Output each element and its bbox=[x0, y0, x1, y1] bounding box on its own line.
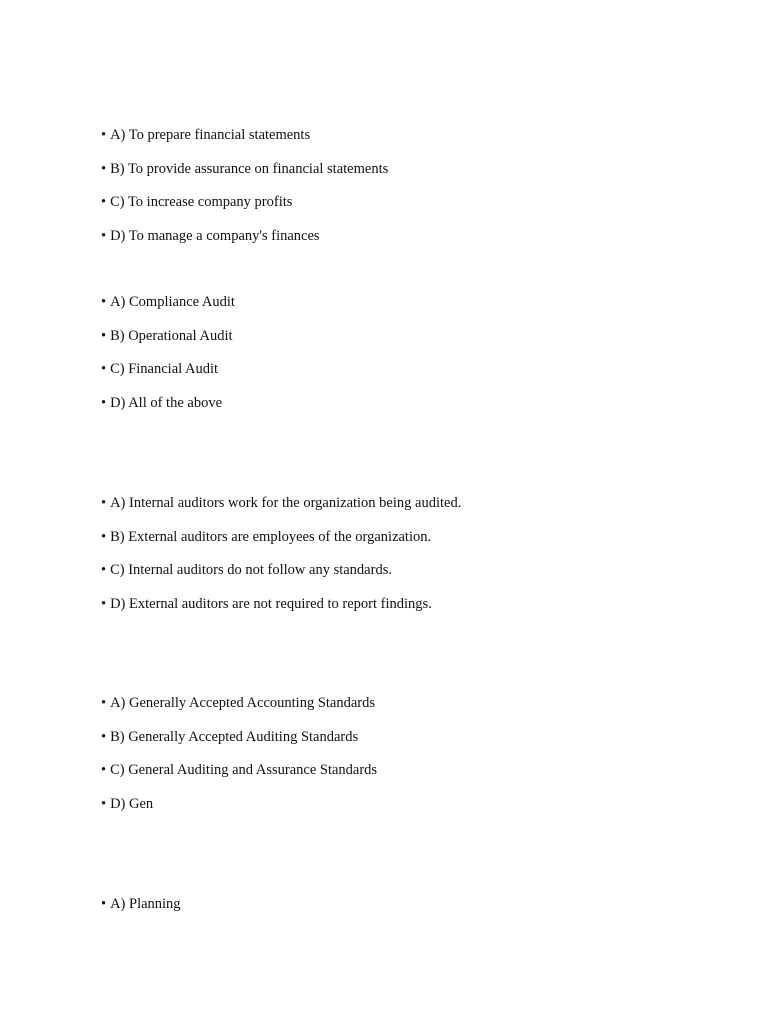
option-text: A) Compliance Audit bbox=[110, 294, 235, 310]
bullet: • bbox=[101, 361, 107, 377]
question-3-options bbox=[101, 494, 461, 628]
bullet: • bbox=[101, 795, 107, 812]
bullet: • bbox=[101, 762, 107, 778]
option-d bbox=[101, 595, 461, 613]
question-4-options bbox=[101, 694, 377, 828]
option-text: B) To provide assurance on financial statements bbox=[110, 160, 389, 177]
bullet: • bbox=[101, 896, 107, 912]
bullet: • bbox=[101, 194, 107, 210]
option-b bbox=[101, 528, 461, 546]
bullet: • bbox=[101, 160, 107, 177]
option-a bbox=[101, 895, 181, 913]
bullet: • bbox=[101, 227, 107, 244]
option-b bbox=[101, 327, 235, 345]
option-text: B) Generally Accepted Auditing Standards bbox=[110, 728, 359, 745]
option-a bbox=[101, 694, 377, 712]
question-5-options bbox=[101, 895, 181, 929]
option-text: D) To manage a company's finances bbox=[110, 227, 320, 244]
bullet: • bbox=[101, 562, 107, 578]
option-text: A) Internal auditors work for the organization being audited. bbox=[110, 495, 462, 511]
option-text: D) External auditors are not required to report findings. bbox=[110, 595, 432, 612]
bullet: • bbox=[101, 294, 107, 310]
option-c bbox=[101, 360, 235, 378]
option-text: B) External auditors are employees of the organization. bbox=[110, 528, 432, 545]
option-a bbox=[101, 494, 461, 512]
option-a bbox=[101, 126, 388, 144]
option-text: C) To increase company profits bbox=[110, 194, 293, 210]
option-text: B) Operational Audit bbox=[110, 327, 233, 344]
option-text: A) Planning bbox=[110, 896, 181, 912]
question-1-options bbox=[101, 126, 388, 260]
option-text: A) To prepare financial statements bbox=[110, 127, 311, 143]
bullet: • bbox=[101, 394, 107, 411]
bullet: • bbox=[101, 127, 107, 143]
bullet: • bbox=[101, 327, 107, 344]
bullet: • bbox=[101, 595, 107, 612]
option-text: C) General Auditing and Assurance Standards bbox=[110, 762, 378, 778]
option-text: C) Financial Audit bbox=[110, 361, 219, 377]
option-d bbox=[101, 795, 377, 813]
question-2-options bbox=[101, 293, 235, 427]
option-b bbox=[101, 728, 377, 746]
option-c bbox=[101, 561, 461, 579]
option-d bbox=[101, 394, 235, 412]
option-text: C) Internal auditors do not follow any standards. bbox=[110, 562, 392, 578]
bullet: • bbox=[101, 528, 107, 545]
option-text: D) All of the above bbox=[110, 394, 223, 411]
bullet: • bbox=[101, 695, 107, 711]
bullet: • bbox=[101, 728, 107, 745]
option-text: A) Generally Accepted Accounting Standards bbox=[110, 695, 376, 711]
option-a bbox=[101, 293, 235, 311]
option-b bbox=[101, 160, 388, 178]
bullet: • bbox=[101, 495, 107, 511]
option-c bbox=[101, 761, 377, 779]
option-c bbox=[101, 193, 388, 211]
option-d bbox=[101, 227, 388, 245]
option-text: D) Gen bbox=[110, 795, 154, 812]
